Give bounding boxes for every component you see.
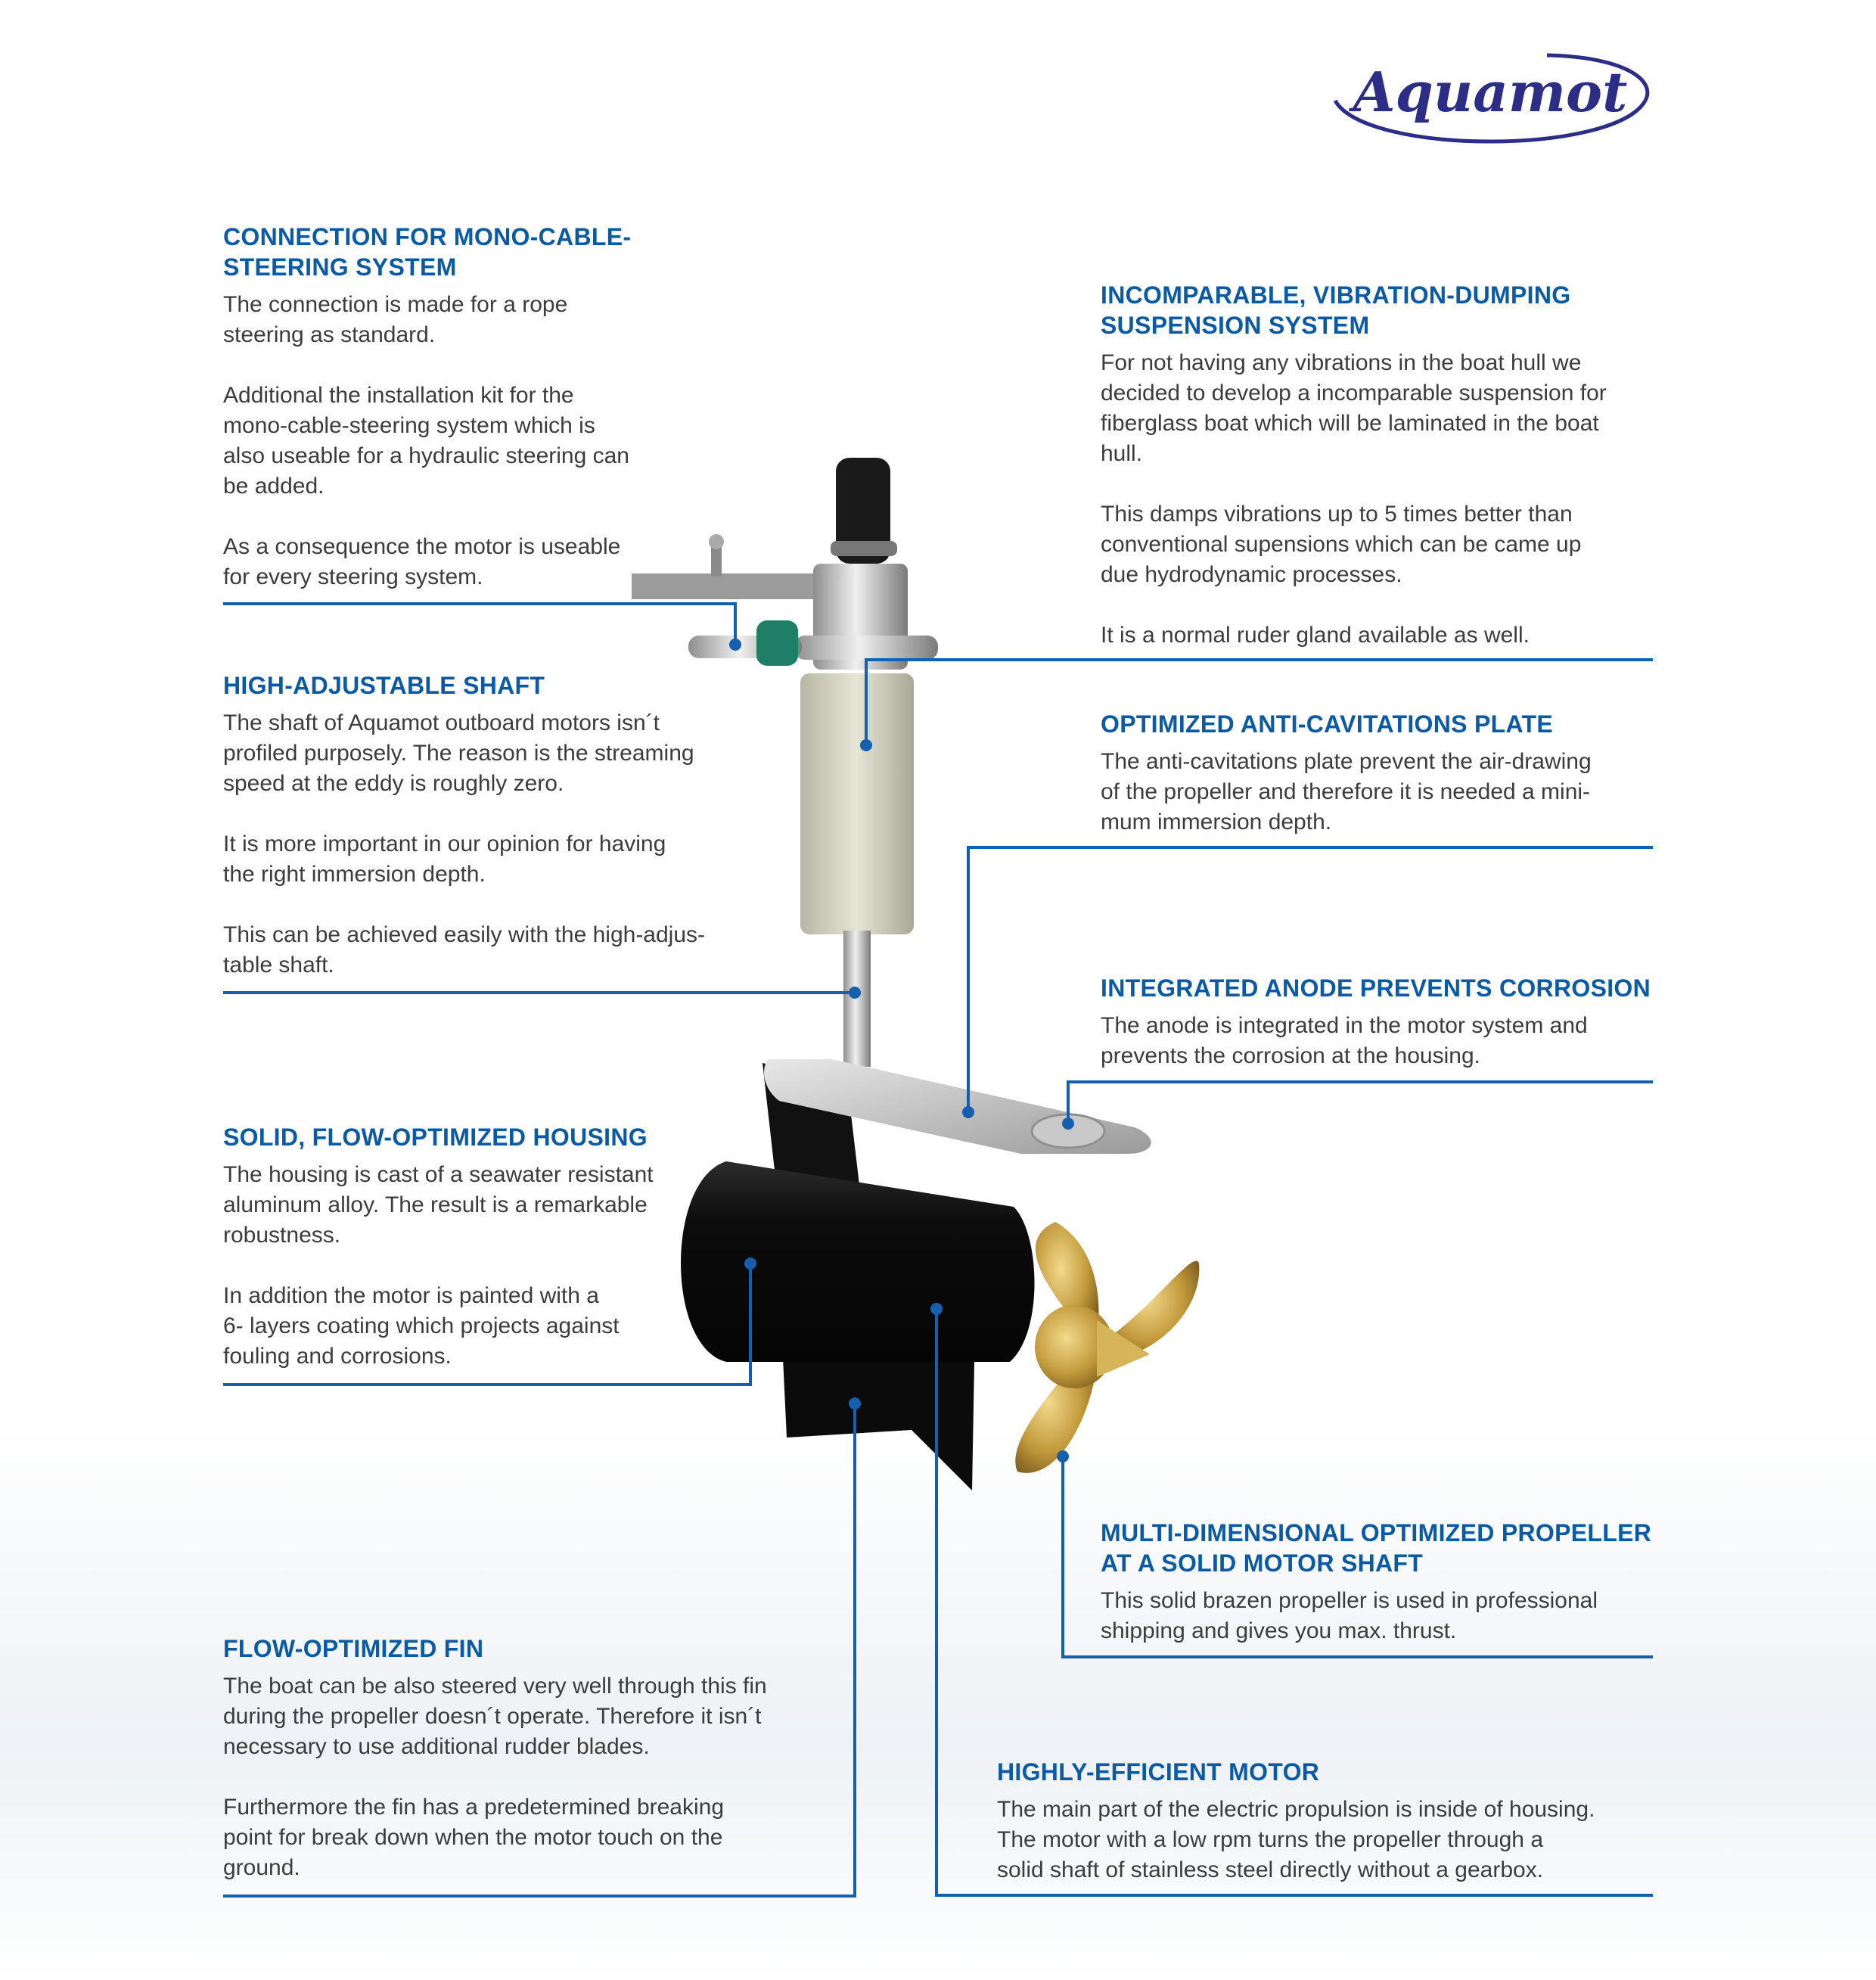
section-paragraph: This damps vibrations up to 5 times better than conventional supensions which can be came up due hydrodynamic processes.: [1101, 502, 1582, 587]
section-paragraph: It is a normal ruder gland available as well.: [1101, 623, 1530, 648]
section-title: FLOW-OPTIMIZED FIN: [223, 1635, 484, 1662]
section-title: INCOMPARABLE, VIBRATION-DUMPING SUSPENSION SYSTEM: [1101, 281, 1571, 339]
section-title: INTEGRATED ANODE PREVENTS CORROSION: [1101, 974, 1651, 1002]
section-title: OPTIMIZED ANTI-CAVITATIONS PLATE: [1101, 710, 1554, 738]
section-paragraph: The anti-cavitations plate prevent the air-drawing of the propeller and therefore it is needed a mini- mum immersion depth.: [1101, 749, 1592, 835]
section-shaft: [223, 670, 783, 981]
logo-wordmark: Aquamot: [1353, 60, 1628, 124]
leader-mono-cable: [223, 604, 735, 645]
section-title: CONNECTION FOR MONO-CABLE- STEERING SYSTEM: [223, 223, 632, 281]
section-paragraph: This solid brazen propeller is used in professional shipping and gives you max. thrust.: [1101, 1588, 1598, 1643]
section-paragraph: The connection is made for a rope steering as standard.: [223, 292, 568, 347]
section-paragraph: Furthermore the fin has a predetermined breaking point for break down when the motor touch on the ground.: [223, 1795, 725, 1880]
section-paragraph: For not having any vibrations in the boat hull we decided to develop a incomparable suspension for fiberglass boat which will be laminated in the boat hull.: [1101, 350, 1607, 466]
section-suspension: [1101, 280, 1660, 651]
section-housing: [223, 1122, 753, 1372]
section-mono-cable: [223, 222, 753, 592]
section-title: HIGHLY-EFFICIENT MOTOR: [997, 1758, 1320, 1786]
section-paragraph: The anode is integrated in the motor system and prevents the corrosion at the housing.: [1101, 1013, 1588, 1068]
section-title: MULTI-DIMENSIONAL OPTIMIZED PROPELLER AT A SOLID MOTOR SHAFT: [1101, 1519, 1652, 1577]
section-paragraph: It is more important in our opinion for having the right immersion depth.: [223, 831, 666, 887]
suspension-sleeve: [800, 673, 914, 934]
section-motor: [997, 1757, 1663, 1885]
section-paragraph: The housing is cast of a seawater resistant aluminum alloy. The result is a remarkable robustness.: [223, 1162, 654, 1248]
section-paragraph: In addition the motor is painted with a 6- layers coating which projects against fouling and corrosions.: [223, 1283, 620, 1369]
section-title: HIGH-ADJUSTABLE SHAFT: [223, 672, 545, 699]
section-plate: [1101, 709, 1660, 838]
adjustable-shaft: [843, 931, 871, 1067]
section-fin: [223, 1633, 874, 1883]
section-paragraph: This can be achieved easily with the high-adjus- table shaft.: [223, 922, 706, 978]
section-title: SOLID, FLOW-OPTIMIZED HOUSING: [223, 1124, 648, 1151]
section-paragraph: Additional the installation kit for the mono-cable-steering system which is also useable for a hydraulic steering can be added.: [223, 383, 629, 499]
section-paragraph: As a consequence the motor is useable for every steering system.: [223, 534, 621, 589]
section-propeller: [1101, 1518, 1660, 1646]
section-paragraph: The shaft of Aquamot outboard motors isn´t profiled purposely. The reason is the streaming speed at the eddy is roughly zero.: [223, 710, 694, 796]
section-paragraph: The boat can be also steered very well through this fin during the propeller doesn´t operate. Therefore it isn´t necessary to use additional rudder blades.: [223, 1674, 767, 1759]
propeller: [1015, 1222, 1199, 1473]
section-paragraph: The main part of the electric propulsion is inside of housing. The motor with a low rpm turns the propeller through a solid shaft of stainless steel directly without a gearbox.: [997, 1797, 1595, 1882]
section-anode: [1101, 973, 1660, 1071]
leader-anode: [1068, 1082, 1653, 1124]
